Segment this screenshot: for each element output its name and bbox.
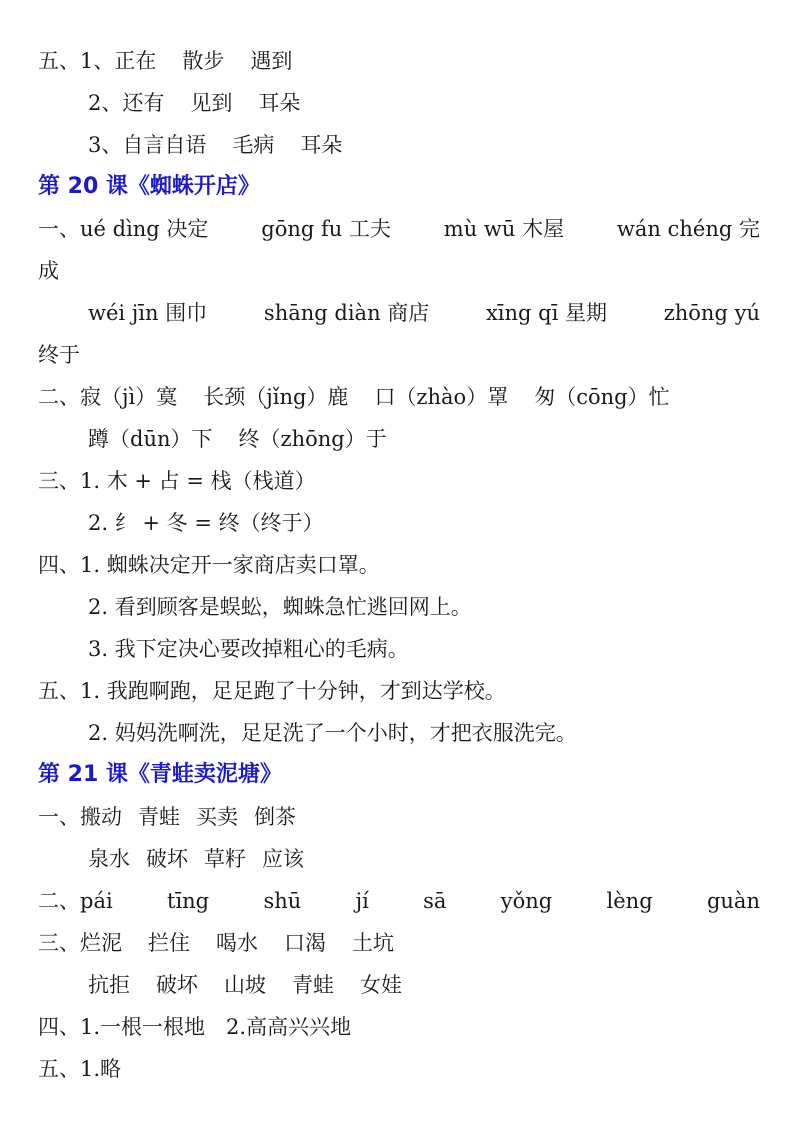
answer-line: 蹲（dūn）下 终（zhōng）于 xyxy=(88,427,387,451)
answer-line: 一、ué dìng 决定 gōng fu 工夫 mù wū 木屋 wán chéng 完 xyxy=(38,217,760,241)
answer-line: 三、1. 木 + 占 = 栈（栈道） xyxy=(38,469,316,493)
answer-line-wrap: 终于 xyxy=(38,343,80,367)
answer-line: 三、烂泥 拦住 喝水 口渴 土坑 xyxy=(38,931,394,955)
answer-line: 3、自言自语 毛病 耳朵 xyxy=(88,133,343,157)
answer-line: 抗拒 破坏 山坡 青蛙 女娃 xyxy=(88,973,402,997)
answer-line-wrap: 成 xyxy=(38,259,59,283)
answer-line: 泉水 破坏 草籽 应该 xyxy=(88,847,304,871)
lesson-20-title: 第 20 课《蜘蛛开店》 xyxy=(38,174,260,199)
answer-line: 2. 纟 + 冬 = 终（终于） xyxy=(88,511,324,535)
answer-line: 2. 看到顾客是蜈蚣，蜘蛛急忙逃回网上。 xyxy=(88,595,472,619)
answer-line: 四、1.一根一根地 2.高高兴兴地 xyxy=(38,1015,352,1039)
answer-line: 2、还有 见到 耳朵 xyxy=(88,91,301,115)
answer-line: 五、1. 我跑啊跑，足足跑了十分钟，才到达学校。 xyxy=(38,679,506,703)
lesson-21-title: 第 21 课《青蛙卖泥塘》 xyxy=(38,762,282,787)
answer-line: wéi jīn 围巾 shāng diàn 商店 xīng qī 星期 zhōng yú xyxy=(88,301,760,325)
answer-line: 四、1. 蜘蛛决定开一家商店卖口罩。 xyxy=(38,553,380,577)
answer-line: 二、寂（jì）寞 长颈（jǐng）鹿 口（zhào）罩 匆（cōng）忙 xyxy=(38,385,670,409)
answer-line: 3. 我下定决心要改掉粗心的毛病。 xyxy=(88,637,409,661)
answer-line: 五、1.略 xyxy=(38,1057,122,1081)
answer-line: 二、pái tīng shū jí sā yǒng lèng guàn xyxy=(38,889,760,913)
answer-line: 一、搬动 青蛙 买卖 倒茶 xyxy=(38,805,296,829)
answer-line: 五、1、正在 散步 遇到 xyxy=(38,49,293,73)
answer-line: 2. 妈妈洗啊洗，足足洗了一个小时，才把衣服洗完。 xyxy=(88,721,577,745)
